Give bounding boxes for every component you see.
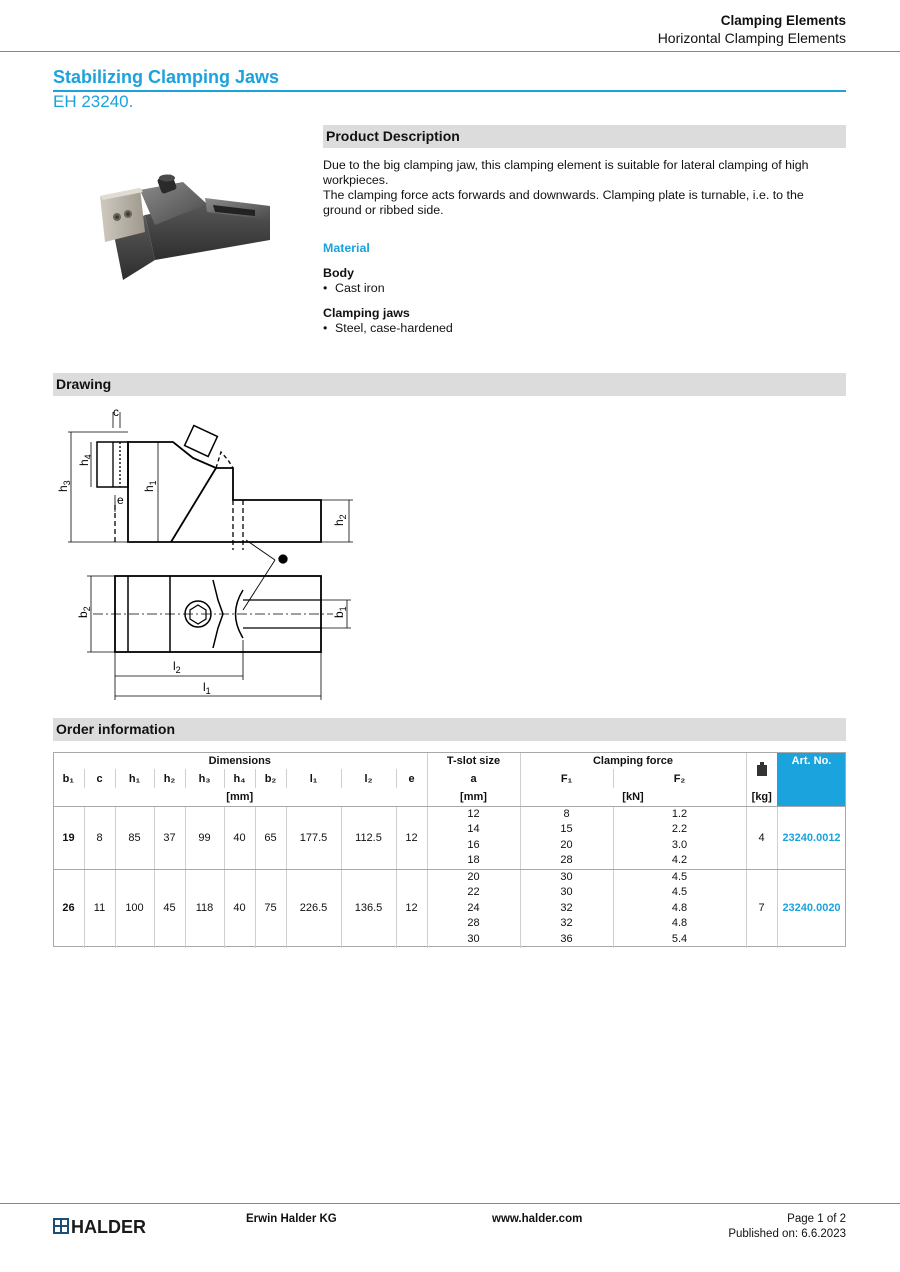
footer-page: Page 1 of 2 bbox=[787, 1213, 846, 1225]
cell-a: 24 bbox=[467, 902, 480, 914]
cell-h1: 85 bbox=[128, 831, 141, 844]
cell-b2: 75 bbox=[264, 902, 277, 914]
cell-h4: 40 bbox=[233, 902, 246, 914]
col-l2: l₂ bbox=[341, 769, 396, 788]
cell-f2: 4.8 bbox=[671, 902, 688, 914]
product-description-heading: Product Description bbox=[323, 125, 846, 148]
table-header-group-row bbox=[53, 752, 846, 769]
cell-b2: 65 bbox=[264, 831, 277, 844]
cell-a: 20 bbox=[467, 871, 480, 883]
cell-f2: 4.5 bbox=[671, 886, 688, 898]
material-body-value: Cast iron bbox=[335, 281, 385, 295]
description-paragraph-1: Due to the big clamping jaw, this clamping element is suitable for lateral clamping of high workpieces. bbox=[323, 158, 809, 187]
order-table bbox=[53, 752, 846, 806]
footer-published: Published on: 6.6.2023 bbox=[728, 1228, 846, 1240]
cell-e: 12 bbox=[405, 831, 418, 844]
label-b2: $b_2$ bbox=[76, 606, 92, 618]
col-b1: b₁ bbox=[62, 772, 74, 785]
cell-f2: 3.0 bbox=[671, 839, 688, 851]
cell-f2: 2.2 bbox=[671, 823, 688, 835]
label-b1: $b_1$ bbox=[332, 606, 348, 618]
material-jaws-item bbox=[323, 321, 453, 335]
table-header-columns-row bbox=[53, 769, 846, 788]
cell-f2: 5.4 bbox=[671, 933, 688, 945]
cell-weight: 4 bbox=[758, 831, 765, 844]
product-description-text bbox=[323, 158, 843, 218]
cell-h4: 40 bbox=[233, 831, 246, 844]
cell-h2: 45 bbox=[163, 902, 176, 914]
description-paragraph-2: The clamping force acts forwards and downwards. Clamping plate is turnable, i.e. to the ground or ribbed side. bbox=[323, 188, 804, 217]
cell-h3: 99 bbox=[198, 831, 211, 844]
cell-h2: 37 bbox=[163, 831, 176, 844]
footer-company: Erwin Halder KG bbox=[246, 1213, 337, 1225]
cell-f1: 15 bbox=[560, 823, 573, 835]
title-divider bbox=[53, 90, 846, 92]
material-jaws-value: Steel, case-hardened bbox=[335, 321, 453, 335]
product-title: Stabilizing Clamping Jaws bbox=[53, 67, 280, 87]
logo-text: HALDER bbox=[71, 1217, 146, 1237]
cell-f2: 4.2 bbox=[671, 854, 688, 866]
cell-f2: 1.2 bbox=[671, 808, 688, 820]
unit-weight: [kg] bbox=[746, 788, 777, 806]
table-row bbox=[53, 806, 846, 869]
product-code: EH 23240. bbox=[53, 92, 134, 111]
cell-h1: 100 bbox=[125, 902, 144, 914]
unit-tslot: [mm] bbox=[427, 788, 520, 806]
cell-c: 8 bbox=[96, 831, 103, 844]
header-art-no: Art. No. bbox=[777, 752, 846, 806]
cell-f1: 8 bbox=[563, 808, 570, 820]
cell-a: 22 bbox=[467, 886, 480, 898]
col-b2: b₂ bbox=[255, 769, 286, 788]
col-c: c bbox=[84, 769, 115, 788]
cell-weight: 7 bbox=[758, 902, 765, 914]
cell-h3: 118 bbox=[195, 902, 214, 914]
cell-art-no[interactable]: 23240.0012 bbox=[782, 831, 841, 844]
halder-logo bbox=[53, 1216, 163, 1238]
unit-dims: [mm] bbox=[226, 791, 254, 803]
table-row bbox=[53, 869, 846, 947]
label-h2: $h_2$ bbox=[332, 514, 348, 526]
bullet: • bbox=[323, 281, 328, 295]
label-h4: $h_4$ bbox=[77, 454, 93, 466]
cell-l1: 177.5 bbox=[299, 831, 328, 844]
material-heading: Material bbox=[323, 241, 370, 255]
col-h3: h₃ bbox=[185, 769, 224, 788]
label-e: e bbox=[117, 493, 124, 507]
page-header bbox=[0, 0, 900, 52]
cell-l2: 136.5 bbox=[354, 902, 383, 914]
cell-f1: 20 bbox=[560, 839, 573, 851]
cell-l1: 226.5 bbox=[299, 902, 328, 914]
technical-drawing bbox=[53, 400, 363, 705]
table-units-row bbox=[53, 788, 846, 806]
cell-a: 18 bbox=[467, 854, 480, 866]
label-l1: $l_1$ bbox=[203, 680, 211, 696]
col-h1: h₁ bbox=[115, 769, 154, 788]
label-l2: $l_2$ bbox=[173, 659, 181, 675]
weight-icon bbox=[746, 752, 777, 788]
cell-f1: 32 bbox=[560, 902, 573, 914]
drawing-heading: Drawing bbox=[53, 373, 846, 396]
cell-f1: 28 bbox=[560, 854, 573, 866]
unit-force: [kN] bbox=[520, 788, 746, 806]
cell-a: 12 bbox=[467, 808, 480, 820]
header-subcategory: Horizontal Clamping Elements bbox=[657, 30, 846, 46]
material-body-label: Body bbox=[323, 266, 354, 280]
bullet: • bbox=[323, 321, 328, 335]
col-l1: l₁ bbox=[286, 769, 341, 788]
col-f2: F₂ bbox=[613, 769, 746, 788]
cell-f1: 30 bbox=[560, 871, 573, 883]
header-clamping-force: Clamping force bbox=[520, 752, 746, 769]
footer-website[interactable]: www.halder.com bbox=[492, 1213, 583, 1225]
cell-b1: 26 bbox=[62, 902, 75, 914]
cell-a: 14 bbox=[467, 823, 480, 835]
col-h2: h₂ bbox=[154, 769, 185, 788]
cell-a: 16 bbox=[467, 839, 480, 851]
col-e: e bbox=[396, 769, 427, 788]
header-category: Clamping Elements bbox=[720, 13, 846, 28]
label-c: c bbox=[113, 405, 119, 419]
material-body-item bbox=[323, 281, 385, 295]
header-tslot: T-slot size bbox=[427, 752, 520, 769]
cell-f1: 30 bbox=[560, 886, 573, 898]
cell-c: 11 bbox=[93, 902, 106, 914]
col-h4: h₄ bbox=[224, 769, 255, 788]
cell-art-no[interactable]: 23240.0020 bbox=[782, 902, 841, 914]
cell-f2: 4.8 bbox=[671, 917, 688, 929]
material-jaws-label: Clamping jaws bbox=[323, 306, 410, 320]
cell-e: 12 bbox=[405, 902, 418, 914]
cell-a: 28 bbox=[467, 917, 480, 929]
footer-divider bbox=[0, 1203, 900, 1204]
col-f1: F₁ bbox=[520, 769, 613, 788]
cell-l2: 112.5 bbox=[355, 831, 382, 844]
cell-f1: 36 bbox=[560, 933, 573, 945]
col-a: a bbox=[427, 769, 520, 788]
label-h1: $h_1$ bbox=[142, 480, 158, 492]
cell-b1: 19 bbox=[62, 831, 75, 844]
cell-a: 30 bbox=[467, 933, 480, 945]
cell-f2: 4.5 bbox=[671, 871, 688, 883]
label-h3: $h_3$ bbox=[56, 480, 72, 492]
cell-f1: 32 bbox=[560, 917, 573, 929]
header-dimensions: Dimensions bbox=[208, 754, 271, 767]
order-info-heading: Order information bbox=[53, 718, 846, 741]
product-photo bbox=[95, 170, 275, 295]
